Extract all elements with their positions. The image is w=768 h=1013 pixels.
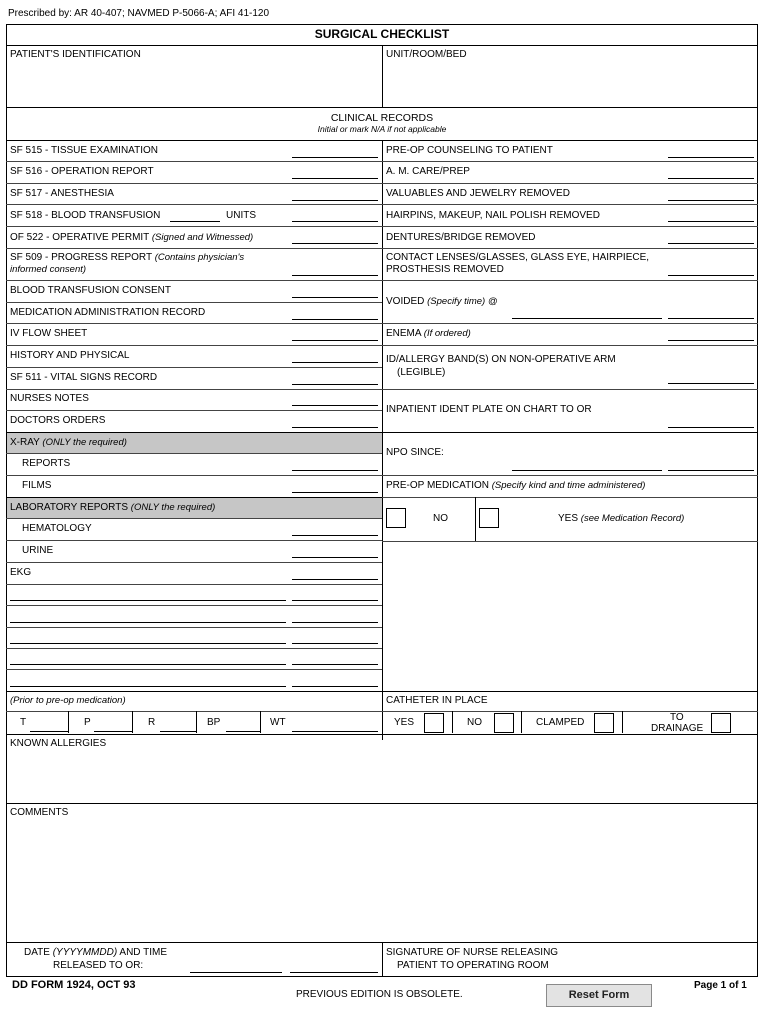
- vital-t-label: T: [20, 717, 27, 728]
- catheter-clamped-checkbox[interactable]: [594, 713, 614, 733]
- preop-counseling-label: PRE-OP COUNSELING TO PATIENT: [386, 145, 553, 156]
- npo-time-field[interactable]: [512, 470, 662, 471]
- release-date-format: (YYYYMMDD): [52, 947, 118, 958]
- lab-text: LABORATORY REPORTS: [10, 502, 129, 513]
- page-number: Page 1 of 1: [694, 980, 747, 991]
- xray-films-initial-field[interactable]: [292, 492, 378, 493]
- patient-id-field[interactable]: [8, 62, 380, 104]
- preop-med-label: [386, 480, 645, 492]
- npo-initial-field[interactable]: [668, 470, 754, 471]
- preop-med-note: (Specify kind and time administered): [491, 480, 646, 491]
- comments-label: COMMENTS: [10, 807, 69, 818]
- preop-med-no-label: NO: [433, 513, 448, 524]
- am-care-label: A. M. CARE/PREP: [386, 166, 470, 177]
- nurses-notes-initial-field[interactable]: [292, 405, 378, 406]
- xray-text: X-RAY: [10, 437, 40, 448]
- sf516-label: SF 516 - OPERATION REPORT: [10, 166, 154, 177]
- preop-med-yes-label: [558, 513, 684, 525]
- hairpins-initial-field[interactable]: [668, 221, 754, 222]
- of522-label: [10, 232, 253, 244]
- form-title: SURGICAL CHECKLIST: [314, 27, 450, 41]
- extra-item-field[interactable]: [10, 600, 286, 601]
- xray-note: (ONLY the required): [42, 437, 127, 448]
- vital-wt-label: WT: [270, 717, 286, 728]
- catheter-clamped-label: CLAMPED: [536, 717, 585, 728]
- med-admin-initial-field[interactable]: [292, 319, 378, 320]
- release-date-suffix: AND TIME: [119, 947, 168, 958]
- patient-id-label: PATIENT'S IDENTIFICATION: [10, 49, 141, 60]
- contacts-initial-field[interactable]: [668, 275, 754, 276]
- release-date-label: [24, 947, 167, 959]
- voided-text: VOIDED: [386, 296, 425, 307]
- xray-films-label: FILMS: [22, 480, 52, 491]
- sf518-units-label: UNITS: [226, 210, 256, 221]
- ekg-initial-field[interactable]: [292, 579, 378, 580]
- sf516-initial-field[interactable]: [292, 178, 378, 179]
- signature-label-1: SIGNATURE OF NURSE RELEASING: [386, 947, 559, 958]
- voided-initial-field[interactable]: [668, 318, 754, 319]
- nurses-notes-label: NURSES NOTES: [10, 393, 89, 404]
- sf515-initial-field[interactable]: [292, 157, 378, 158]
- idband-label-1: ID/ALLERGY BAND(S) ON NON-OPERATIVE ARM: [386, 354, 616, 365]
- vitals-note: (Prior to pre-op medication): [10, 695, 126, 706]
- doctors-orders-label: DOCTORS ORDERS: [10, 415, 106, 426]
- unit-room-bed-field[interactable]: [384, 62, 756, 104]
- ident-plate-initial-field[interactable]: [668, 427, 754, 428]
- idband-initial-field[interactable]: [668, 383, 754, 384]
- ident-plate-label: INPATIENT IDENT PLATE ON CHART TO OR: [386, 404, 592, 415]
- hairpins-label: HAIRPINS, MAKEUP, NAIL POLISH REMOVED: [386, 210, 600, 221]
- known-allergies-field[interactable]: [8, 751, 756, 801]
- vital-bp-field[interactable]: [226, 731, 260, 732]
- preop-med-yes-checkbox[interactable]: [479, 508, 499, 528]
- sf518-initial-field[interactable]: [292, 221, 378, 222]
- xray-reports-label: REPORTS: [22, 458, 71, 469]
- vital-wt-field[interactable]: [292, 731, 378, 732]
- preop-counseling-initial-field[interactable]: [668, 157, 754, 158]
- of522-note: (Signed and Witnessed): [151, 232, 254, 243]
- of522-text: OF 522 - OPERATIVE PERMIT: [10, 232, 150, 243]
- history-label: HISTORY AND PHYSICAL: [10, 350, 130, 361]
- sf518-units-field[interactable]: [170, 221, 220, 222]
- enema-text: ENEMA: [386, 328, 422, 339]
- release-time-field[interactable]: [290, 972, 378, 973]
- extra-initial-field[interactable]: [292, 664, 378, 665]
- catheter-yes-label: YES: [394, 717, 415, 728]
- preop-med-yes-note: (see Medication Record): [580, 513, 685, 524]
- doctors-orders-initial-field[interactable]: [292, 427, 378, 428]
- catheter-drainage-checkbox[interactable]: [711, 713, 731, 733]
- dentures-initial-field[interactable]: [668, 243, 754, 244]
- released-to-label: RELEASED TO OR:: [53, 960, 144, 971]
- voided-label: [386, 296, 497, 308]
- blood-consent-initial-field[interactable]: [292, 297, 378, 298]
- sf509-initial-field[interactable]: [292, 275, 378, 276]
- clinical-records-title: CLINICAL RECORDS: [330, 112, 434, 124]
- blood-consent-label: BLOOD TRANSFUSION CONSENT: [10, 285, 171, 296]
- vital-t-field[interactable]: [30, 731, 68, 732]
- dentures-label: DENTURES/BRIDGE REMOVED: [386, 232, 536, 243]
- voided-time-field[interactable]: [512, 318, 662, 319]
- vital-bp-label: BP: [207, 717, 221, 728]
- catheter-yes-checkbox[interactable]: [424, 713, 444, 733]
- extra-item-field[interactable]: [10, 664, 286, 665]
- am-care-initial-field[interactable]: [668, 178, 754, 179]
- unit-room-bed-label: UNIT/ROOM/BED: [386, 49, 467, 60]
- signature-label-2: PATIENT TO OPERATING ROOM: [397, 960, 549, 971]
- known-allergies-label: KNOWN ALLERGIES: [10, 738, 107, 749]
- sf509-label: [10, 252, 280, 276]
- enema-initial-field[interactable]: [668, 340, 754, 341]
- iv-flow-label: IV FLOW SHEET: [10, 328, 88, 339]
- enema-note: (If ordered): [423, 328, 471, 339]
- idband-label-2: (LEGIBLE): [397, 367, 446, 378]
- sf509-text: SF 509 - PROGRESS REPORT: [10, 252, 152, 263]
- valuables-label: VALUABLES AND JEWELRY REMOVED: [386, 188, 570, 199]
- extra-initial-field[interactable]: [292, 622, 378, 623]
- sf518-label: SF 518 - BLOOD TRANSFUSION: [10, 210, 161, 221]
- sf515-label: SF 515 - TISSUE EXAMINATION: [10, 145, 158, 156]
- extra-initial-field[interactable]: [292, 643, 378, 644]
- extra-item-field[interactable]: [10, 686, 286, 687]
- prescribed-by: Prescribed by: AR 40-407; NAVMED P-5066-A; AFI 41-120: [8, 8, 270, 19]
- vital-r-label: R: [148, 717, 156, 728]
- hematology-label: HEMATOLOGY: [22, 523, 92, 534]
- of522-initial-field[interactable]: [292, 243, 378, 244]
- contacts-label: CONTACT LENSES/GLASSES, GLASS EYE, HAIRPIECE, PROSTHESIS REMOVED: [386, 252, 650, 275]
- lab-label: [10, 502, 215, 514]
- npo-label: NPO SINCE:: [386, 447, 444, 458]
- vital-p-label: P: [84, 717, 91, 728]
- clinical-records-subtitle: Initial or mark N/A if not applicable: [317, 124, 447, 134]
- preop-med-yes-text: YES: [558, 513, 579, 524]
- release-date-prefix: DATE: [24, 947, 50, 958]
- urine-label: URINE: [22, 545, 54, 556]
- lab-note: (ONLY the required): [130, 502, 216, 513]
- xray-reports-initial-field[interactable]: [292, 470, 378, 471]
- catheter-to-label: TO: [670, 712, 684, 723]
- enema-label: [386, 328, 471, 340]
- form-id: DD FORM 1924, OCT 93: [12, 979, 136, 991]
- catheter-no-checkbox[interactable]: [494, 713, 514, 733]
- vital-p-field[interactable]: [94, 731, 132, 732]
- urine-initial-field[interactable]: [292, 557, 378, 558]
- sf511-label: SF 511 - VITAL SIGNS RECORD: [10, 372, 158, 383]
- vital-r-field[interactable]: [160, 731, 196, 732]
- reset-form-button[interactable]: Reset Form: [546, 984, 652, 1007]
- extra-item-field[interactable]: [10, 622, 286, 623]
- hematology-initial-field[interactable]: [292, 535, 378, 536]
- voided-note: (Specify time) @: [427, 296, 498, 307]
- xray-label: [10, 437, 127, 449]
- catheter-drainage-label: DRAINAGE: [651, 723, 704, 734]
- comments-field[interactable]: [8, 820, 756, 940]
- med-admin-label: MEDICATION ADMINISTRATION RECORD: [10, 307, 206, 318]
- sf517-label: SF 517 - ANESTHESIA: [10, 188, 114, 199]
- catheter-title: CATHETER IN PLACE: [386, 695, 488, 706]
- catheter-no-label: NO: [467, 717, 482, 728]
- valuables-initial-field[interactable]: [668, 200, 754, 201]
- sf517-initial-field[interactable]: [292, 200, 378, 201]
- sf509-note: (Contains physician's informed consent): [10, 252, 245, 275]
- ekg-label: EKG: [10, 567, 32, 578]
- history-initial-field[interactable]: [292, 362, 378, 363]
- signature-field[interactable]: [600, 946, 754, 974]
- preop-med-text: PRE-OP MEDICATION: [386, 480, 489, 491]
- release-date-field[interactable]: [190, 972, 282, 973]
- iv-flow-initial-field[interactable]: [292, 340, 378, 341]
- sf511-initial-field[interactable]: [292, 384, 378, 385]
- edition-note: PREVIOUS EDITION IS OBSOLETE.: [296, 989, 463, 1000]
- extra-initial-field[interactable]: [292, 686, 378, 687]
- extra-initial-field[interactable]: [292, 600, 378, 601]
- preop-med-no-checkbox[interactable]: [386, 508, 406, 528]
- extra-item-field[interactable]: [10, 643, 286, 644]
